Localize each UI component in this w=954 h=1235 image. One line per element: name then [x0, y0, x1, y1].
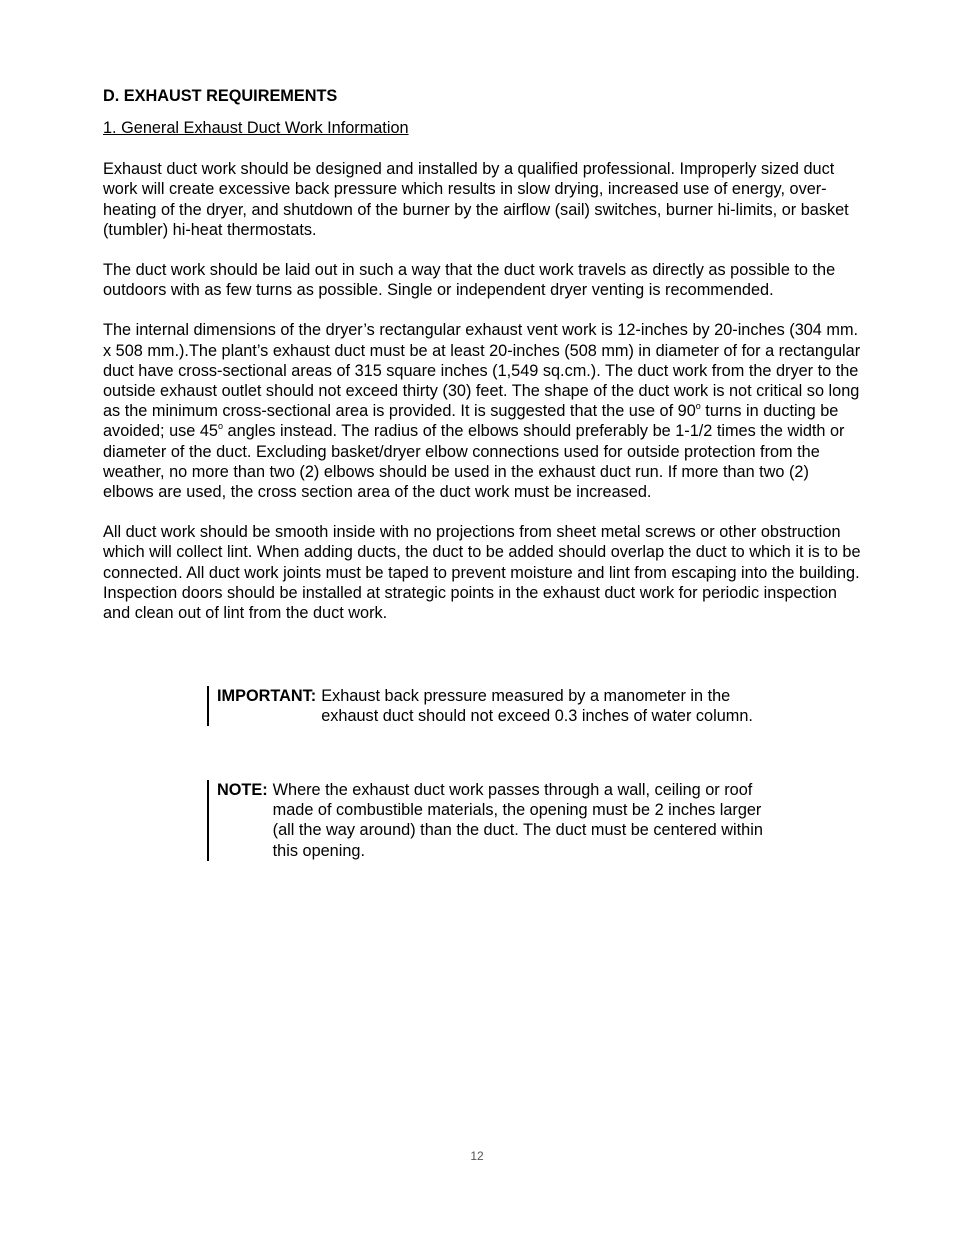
degree-superscript-90: o [695, 401, 701, 412]
paragraph-duct-dimensions [103, 320, 863, 502]
dimensions-text-part-3: angles instead. The radius of the elbows should preferably be 1-1/2 times the width or diameter of the duct. Excluding basket/dryer elbow connections used for outside protection from the weather, no more than two (2) elbows should be used in the exhaust duct run. If more than two (2) elbows are used, the cross section area of the duct work must be increased. [103, 422, 845, 502]
note-label: NOTE: [217, 781, 268, 799]
dimensions-text-part-2: turns in ducting be avoided; use 45 [103, 402, 839, 441]
important-label: IMPORTANT: [217, 687, 317, 705]
note-callout [207, 780, 777, 861]
important-text: Exhaust back pressure measured by a manometer in the exhaust duct should not exceed 0.3 inches of water column. [321, 687, 753, 726]
important-callout [207, 686, 777, 726]
paragraph-duct-design: Exhaust duct work should be designed and installed by a qualified professional. Improperly sized duct work will create excessive back pressure which results in slow drying, increased use of energy, over-heating of the dryer, and shutdown of the burner by the airflow (sail) switches, burner hi-limits, or basket (tumbler) hi-heat thermostats. [103, 160, 849, 239]
paragraph-duct-smoothness: All duct work should be smooth inside with no projections from sheet metal screws or other obstruction which will collect lint. When adding ducts, the duct to be added should overlap the duct to which it is to be connected. All duct work joints must be taped to prevent moisture and lint from escaping into the building. Inspection doors should be installed at strategic points in the exhaust duct work for periodic inspection and clean out of lint from the duct work. [103, 523, 861, 623]
section-heading: D. EXHAUST REQUIREMENTS [103, 87, 338, 105]
document-body [103, 86, 863, 623]
degree-superscript-45: o [217, 421, 223, 432]
dimensions-text-part-1: The internal dimensions of the dryer’s rectangular exhaust vent work is 12-inches by 20-inches (304 mm. x 508 mm.).The plant’s exhaust duct must be at least 20-inches (508 mm) in diameter of for a rectangular duct have cross-sectional areas of 315 square inches (1,549 sq.cm.). The duct work from the dryer to the outside exhaust outlet should not exceed thirty (30) feet. The shape of the duct work is not critical so long as the minimum cross-sectional area is provided. It is suggested that the use of 90 [103, 321, 861, 421]
paragraph-duct-layout: The duct work should be laid out in such a way that the duct work travels as directly as possible to the outdoors with as few turns as possible. Single or independent dryer venting is recommended. [103, 261, 836, 300]
subsection-heading: 1. General Exhaust Duct Work Information [103, 119, 409, 137]
note-text: Where the exhaust duct work passes through a wall, ceiling or roof made of combustible materials, the opening must be 2 inches larger (all the way around) than the duct. The duct must be centered within this opening. [272, 781, 763, 860]
page-number: 12 [470, 1149, 484, 1163]
note-row [217, 780, 777, 861]
important-row [217, 686, 777, 726]
